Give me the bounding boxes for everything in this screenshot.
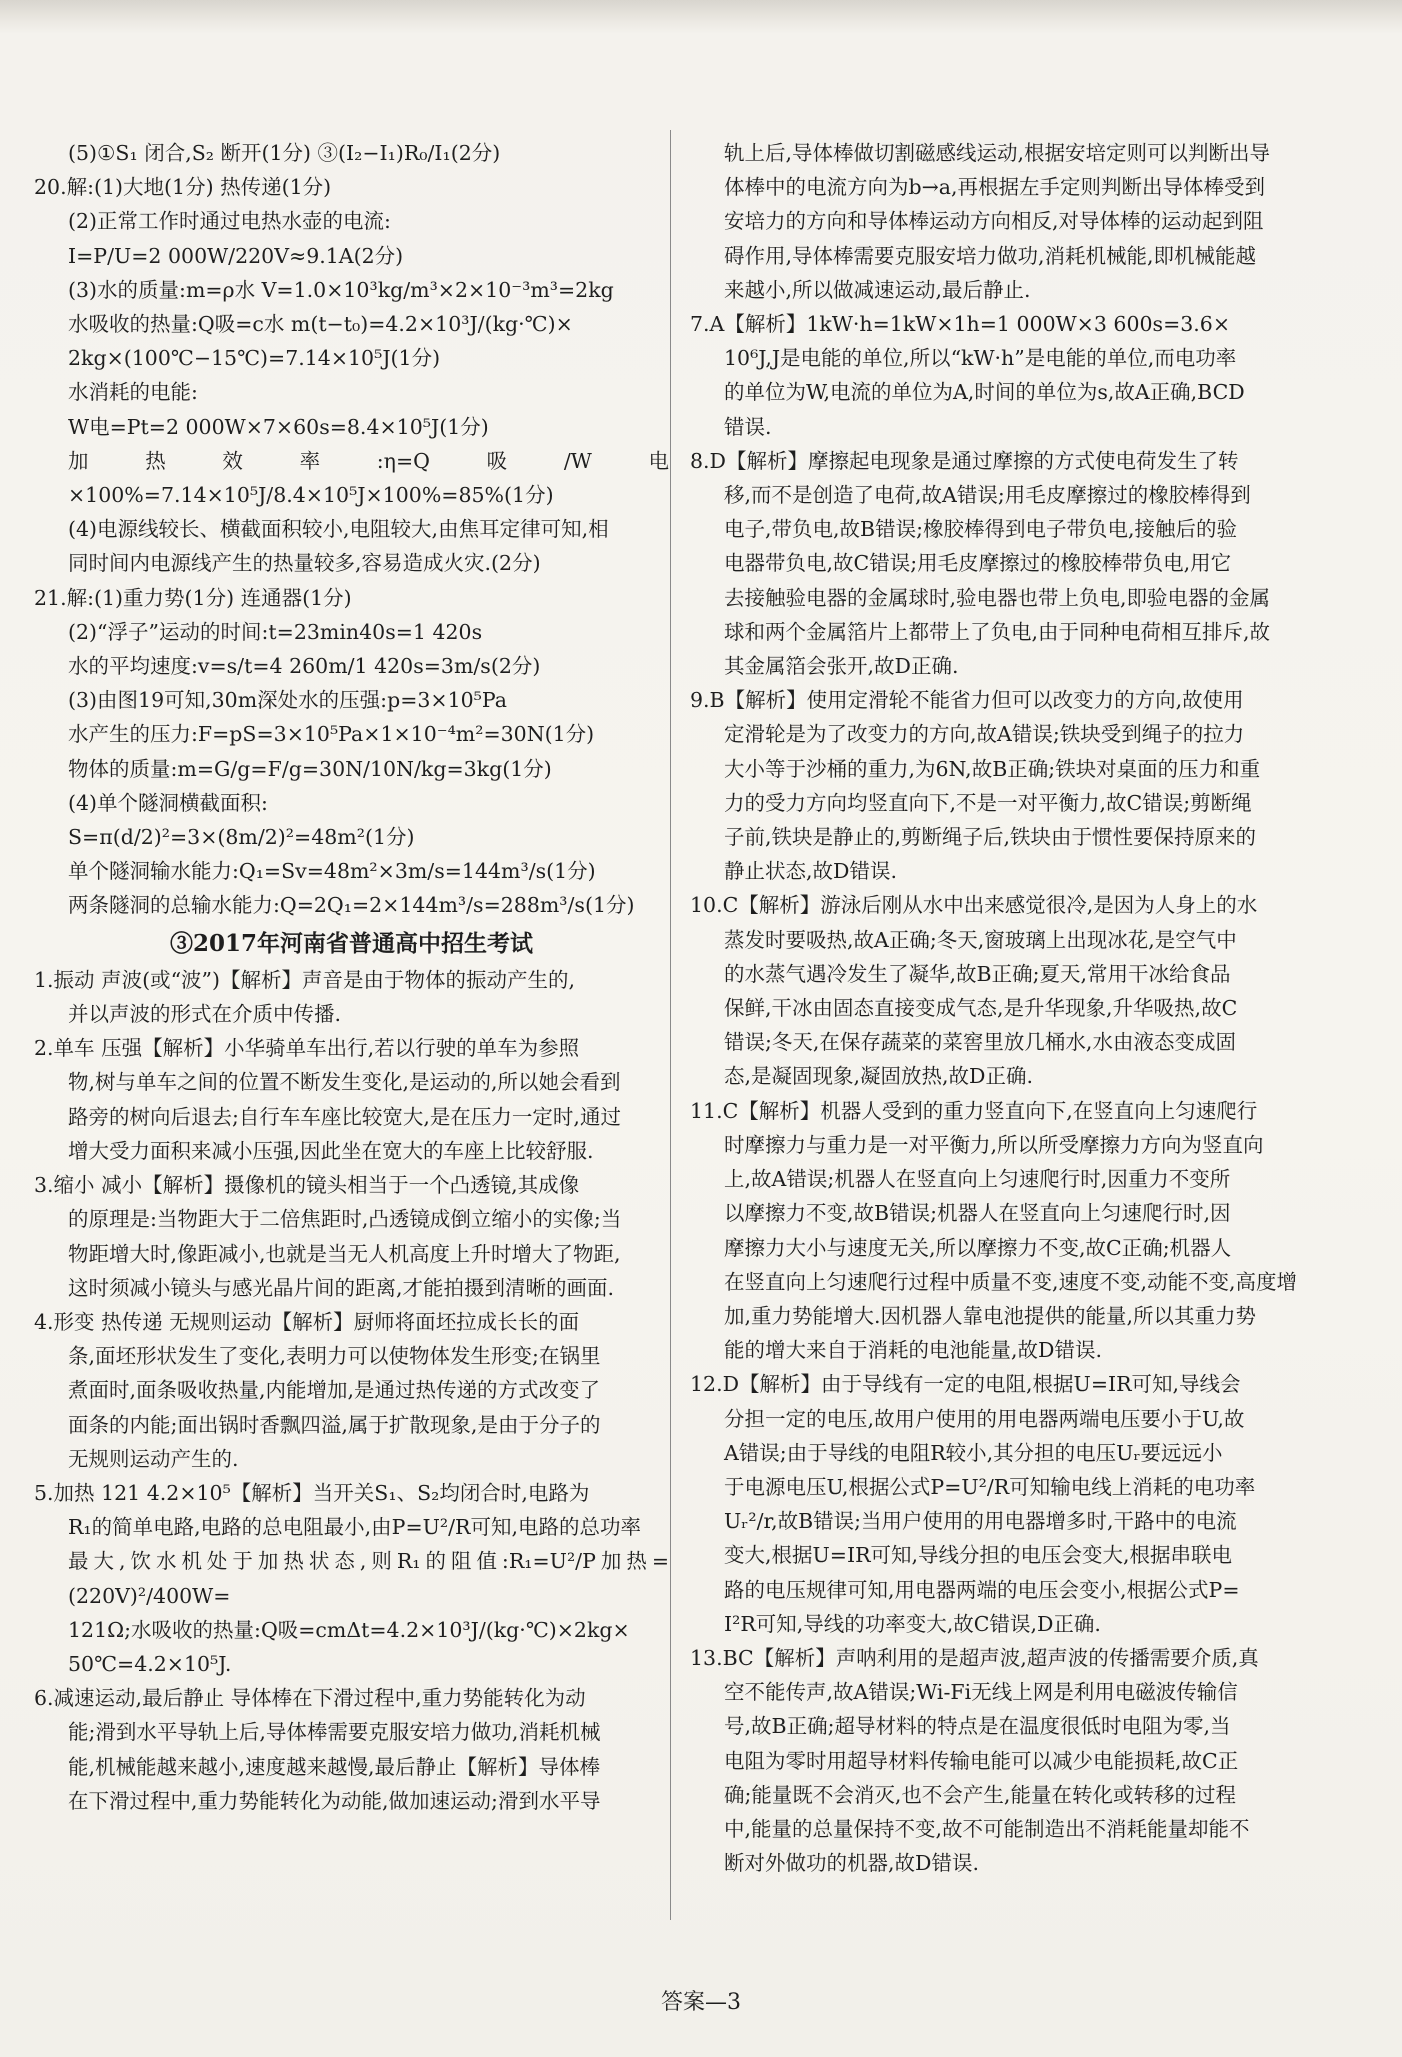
text-line: 水消耗的电能: <box>68 380 198 405</box>
text-line: 以摩擦力不变,故B错误;机器人在竖直向上匀速爬行时,因 <box>724 1201 1231 1226</box>
text-line: 无规则运动产生的. <box>68 1446 239 1471</box>
text-line: 5.加热 121 4.2×10⁵【解析】当开关S₁、S₂均闭合时,电路为 <box>34 1480 590 1505</box>
text-line: 变大,根据U=IR可知,导线分担的电压会变大,根据串联电 <box>724 1543 1233 1568</box>
text-line: 能的增大来自于消耗的电池能量,故D错误. <box>724 1338 1102 1363</box>
text-line: 错误;冬天,在保存蔬菜的菜窖里放几桶水,水由液态变成固 <box>724 1030 1236 1055</box>
text-line: 加热效率:η=Q吸/W电×100%=7.14×10⁵J/8.4×10⁵J×100%=85%(1分) <box>68 448 669 508</box>
text-line: 加,重力势能增大.因机器人靠电池提供的能量,所以其重力势 <box>724 1303 1257 1328</box>
text-line: 能;滑到水平导轨上后,导体棒需要克服安培力做功,消耗机械 <box>68 1720 601 1745</box>
text-line: 并以声波的形式在介质中传播. <box>68 1002 342 1027</box>
text-line: 路旁的树向后退去;自行车车座比较宽大,是在压力一定时,通过 <box>68 1104 621 1129</box>
scan-edge <box>0 0 1402 34</box>
text-line: 分担一定的电压,故用户使用的用电器两端电压要小于U,故 <box>724 1406 1245 1431</box>
text-line: 时摩擦力与重力是一对平衡力,所以所受摩擦力方向为竖直向 <box>724 1132 1264 1157</box>
column-divider <box>670 130 671 1920</box>
text-line: 于电源电压U,根据公式P=U²/R可知输电线上消耗的电功率 <box>724 1474 1256 1499</box>
text-line: 面条的内能;面出锅时香飘四溢,属于扩散现象,是由于分子的 <box>68 1412 601 1437</box>
text-line: (4)单个隧洞横截面积: <box>68 790 268 815</box>
text-line: W电=Pt=2 000W×7×60s=8.4×10⁵J(1分) <box>68 414 489 439</box>
text-line: S=π(d/2)²=3×(8m/2)²=48m²(1分) <box>68 825 415 850</box>
text-line: 水产生的压力:F=pS=3×10⁵Pa×1×10⁻⁴m²=30N(1分) <box>68 722 595 747</box>
text-line: 1.振动 声波(或“波”)【解析】声音是由于物体的振动产生的, <box>34 967 576 992</box>
text-line: 10⁶J,J是电能的单位,所以“kW·h”是电能的单位,而电功率 <box>724 346 1237 371</box>
text-line: (2)“浮子”运动的时间:t=23min40s=1 420s <box>68 619 483 644</box>
text-line: Uᵣ²/r,故B错误;当用户使用的用电器增多时,干路中的电流 <box>724 1509 1237 1534</box>
text-line: (5)①S₁ 闭合,S₂ 断开(1分) ③(I₂−I₁)R₀/I₁(2分) <box>68 141 501 165</box>
text-line: 的原理是:当物距大于二倍焦距时,凸透镜成倒立缩小的实像;当 <box>68 1207 622 1232</box>
text-line: 最大,饮水机处于加热状态,则R₁的阻值:R₁=U²/P加热=(220V)²/400W= <box>68 1549 669 1608</box>
text-line: 单个隧洞输水能力:Q₁=Sv=48m²×3m/s=144m³/s(1分) <box>68 859 596 884</box>
text-line: 移,而不是创造了电荷,故A错误;用毛皮摩擦过的橡胶棒得到 <box>724 483 1251 508</box>
text-line: 的水蒸气遇冷发生了凝华,故B正确;夏天,常用干冰给食品 <box>724 961 1231 986</box>
text-line: 大小等于沙桶的重力,为6N,故B正确;铁块对桌面的压力和重 <box>724 756 1261 781</box>
text-line: 8.D【解析】摩擦起电现象是通过摩擦的方式使电荷发生了转 <box>690 448 1239 473</box>
text-line: 条,面坯形状发生了变化,表明力可以使物体发生形变;在锅里 <box>68 1344 601 1369</box>
text-line: 50℃=4.2×10⁵J. <box>68 1651 232 1676</box>
text-line: 来越小,所以做减速运动,最后静止. <box>724 277 1031 302</box>
text-line: 能,机械能越来越小,速度越来越慢,最后静止【解析】导体棒 <box>68 1754 601 1779</box>
text-line: 上,故A错误;机器人在竖直向上匀速爬行时,因重力不变所 <box>724 1167 1231 1192</box>
text-line: 静止状态,故D错误. <box>724 859 897 884</box>
text-line: 确;能量既不会消灭,也不会产生,能量在转化或转移的过程 <box>724 1782 1236 1807</box>
text-line: 在竖直向上匀速爬行过程中质量不变,速度不变,动能不变,高度增 <box>724 1269 1298 1294</box>
text-line: 安培力的方向和导体棒运动方向相反,对导体棒的运动起到阻 <box>724 209 1264 234</box>
text-line: 10.C【解析】游泳后刚从水中出来感觉很冷,是因为人身上的水 <box>690 893 1258 918</box>
text-line: 碍作用,导体棒需要克服安培力做功,消耗机械能,即机械能越 <box>724 243 1257 268</box>
text-line: 号,故B正确;超导材料的特点是在温度很低时电阻为零,当 <box>724 1714 1231 1739</box>
text-line: 7.A【解析】1kW·h=1kW×1h=1 000W×3 600s=3.6× <box>690 312 1231 337</box>
text-line: 11.C【解析】机器人受到的重力竖直向下,在竖直向上匀速爬行 <box>690 1098 1258 1123</box>
text-line: 电子,带负电,故B错误;橡胶棒得到电子带负电,接触后的验 <box>724 517 1238 542</box>
text-line: 121Ω;水吸收的热量:Q吸=cmΔt=4.2×10³J/(kg·℃)×2kg× <box>68 1617 630 1642</box>
text-line: 12.D【解析】由于导线有一定的电阻,根据U=IR可知,导线会 <box>690 1372 1241 1397</box>
text-line: 水的平均速度:v=s/t=4 260m/1 420s=3m/s(2分) <box>68 654 541 679</box>
text-line: 错误. <box>724 414 772 439</box>
text-line: 定滑轮是为了改变力的方向,故A错误;铁块受到绳子的拉力 <box>724 722 1245 747</box>
page-footer: 答案—3 <box>661 1990 741 2015</box>
text-line: 球和两个金属箔片上都带上了负电,由于同种电荷相互排斥,故 <box>724 619 1271 644</box>
text-line: 13.BC【解析】声呐利用的是超声波,超声波的传播需要介质,真 <box>690 1645 1259 1670</box>
text-line: 2kg×(100℃−15℃)=7.14×10⁵J(1分) <box>68 346 441 371</box>
text-line: 20.解:(1)大地(1分) 热传递(1分) <box>34 175 332 200</box>
text-line: I=P/U=2 000W/220V≈9.1A(2分) <box>68 243 404 268</box>
text-line: 保鲜,干冰由固态直接变成气态,是升华现象,升华吸热,故C <box>724 996 1238 1021</box>
text-line: 断对外做功的机器,故D错误. <box>724 1851 979 1876</box>
text-line: 力的受力方向均竖直向下,不是一对平衡力,故C错误;剪断绳 <box>724 790 1252 815</box>
left-column <box>34 136 669 1818</box>
text-line: 体棒中的电流方向为b→a,再根据左手定则判断出导体棒受到 <box>724 175 1266 200</box>
text-line: 物体的质量:m=G/g=F/g=30N/10N/kg=3kg(1分) <box>68 756 552 781</box>
text-line: 煮面时,面条吸收热量,内能增加,是通过热传递的方式改变了 <box>68 1378 601 1403</box>
text-line: (3)由图19可知,30m深处水的压强:p=3×10⁵Pa <box>68 688 507 713</box>
text-line: (4)电源线较长、横截面积较小,电阻较大,由焦耳定律可知,相 <box>68 517 609 542</box>
text-line: 蒸发时要吸热,故A正确;冬天,窗玻璃上出现冰花,是空气中 <box>724 927 1237 952</box>
text-line: 的单位为W,电流的单位为A,时间的单位为s,故A正确,BCD <box>724 380 1245 405</box>
text-line: 摩擦力大小与速度无关,所以摩擦力不变,故C正确;机器人 <box>724 1235 1232 1260</box>
text-line: 子前,铁块是静止的,剪断绳子后,铁块由于惯性要保持原来的 <box>724 825 1257 850</box>
text-line: 路的电压规律可知,用电器两端的电压会变小,根据公式P= <box>724 1577 1240 1602</box>
text-line: 电阻为零时用超导材料传输电能可以减少电能损耗,故C正 <box>724 1748 1239 1773</box>
text-line: 在下滑过程中,重力势能转化为动能,做加速运动;滑到水平导 <box>68 1788 601 1813</box>
text-line: 态,是凝固现象,凝固放热,故D正确. <box>724 1064 1034 1089</box>
right-column <box>690 136 1370 1880</box>
text-line: 两条隧洞的总输水能力:Q=2Q₁=2×144m³/s=288m³/s(1分) <box>68 893 635 918</box>
text-line: 轨上后,导体棒做切割磁感线运动,根据安培定则可以判断出导 <box>724 141 1271 165</box>
text-line: (2)正常工作时通过电热水壶的电流: <box>68 209 391 234</box>
left-block-2017-answers <box>34 963 669 1818</box>
text-line: 物,树与单车之间的位置不断发生变化,是运动的,所以她会看到 <box>68 1070 621 1095</box>
text-line: 这时须减小镜头与感光晶片间的距离,才能拍摄到清晰的画面. <box>68 1275 615 1300</box>
text-line: 中,能量的总量保持不变,故不可能制造出不消耗能量却能不 <box>724 1816 1250 1841</box>
text-line: 4.形变 热传递 无规则运动【解析】厨师将面坯拉成长长的面 <box>34 1309 580 1334</box>
text-line: R₁的简单电路,电路的总电阻最小,由P=U²/R可知,电路的总功率 <box>68 1515 642 1540</box>
text-line: 6.减速运动,最后静止 导体棒在下滑过程中,重力势能转化为动 <box>34 1686 586 1711</box>
text-line: I²R可知,导线的功率变大,故C错误,D正确. <box>724 1611 1101 1636</box>
text-line: 电器带负电,故C错误;用毛皮摩擦过的橡胶棒带负电,用它 <box>724 551 1232 576</box>
left-block-answers-19-21 <box>34 136 669 923</box>
text-line: (3)水的质量:m=ρ水 V=1.0×10³kg/m³×2×10⁻³m³=2kg <box>68 277 614 302</box>
text-line: 21.解:(1)重力势(1分) 连通器(1分) <box>34 585 352 610</box>
text-line: 9.B【解析】使用定滑轮不能省力但可以改变力的方向,故使用 <box>690 688 1244 713</box>
text-line: 同时间内电源线产生的热量较多,容易造成火灾.(2分) <box>68 551 541 576</box>
text-line: 水吸收的热量:Q吸=c水 m(t−t₀)=4.2×10³J/(kg·℃)× <box>68 312 573 337</box>
text-line: 2.单车 压强【解析】小华骑单车出行,若以行驶的单车为参照 <box>34 1036 580 1061</box>
section-title: ③2017年河南省普通高中招生考试 <box>169 929 533 957</box>
text-line: 其金属箔会张开,故D正确. <box>724 654 959 679</box>
text-line: 增大受力面积来减小压强,因此坐在宽大的车座上比较舒服. <box>68 1138 594 1163</box>
right-block-answers <box>690 136 1370 1880</box>
text-line: A错误;由于导线的电阻R较小,其分担的电压Uᵣ要远远小 <box>724 1440 1223 1465</box>
text-line: 去接触验电器的金属球时,验电器也带上负电,即验电器的金属 <box>724 585 1271 610</box>
text-line: 3.缩小 减小【解析】摄像机的镜头相当于一个凸透镜,其成像 <box>34 1173 580 1198</box>
text-line: 空不能传声,故A错误;Wi-Fi无线上网是利用电磁波传输信 <box>724 1680 1238 1705</box>
text-line: 物距增大时,像距减小,也就是当无人机高度上升时增大了物距, <box>68 1241 621 1266</box>
